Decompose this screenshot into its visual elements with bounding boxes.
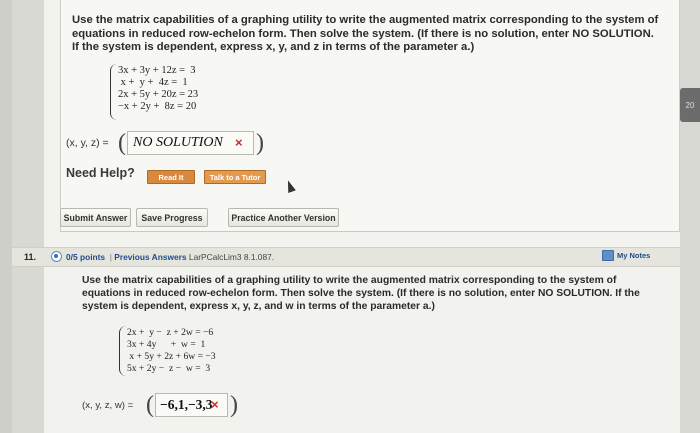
q10-equation-3: 2x + 5y + 20z = 23 — [118, 89, 199, 100]
talk-to-tutor-button[interactable]: Talk to a Tutor — [204, 170, 266, 184]
q11-meta — [66, 252, 274, 262]
q11-open-paren: ( — [146, 392, 154, 418]
q11-equation-3: x + 5y + 2z + 6w = −3 — [127, 351, 216, 362]
my-notes-label: My Notes — [617, 251, 651, 260]
q10-equation-1: 3x + 3y + 12z = 3 — [118, 65, 196, 76]
radio-icon — [51, 251, 62, 262]
q11-equation-4: 5x + 2y − z − w = 3 — [127, 363, 211, 374]
x-icon: × — [235, 135, 243, 150]
q10-prompt: Use the matrix capabilities of a graphing utility to write the augmented matrix corresponding to the system of equations in reduced row-echelon form. Then solve the system. (If there is no solution, enter NO SOLUTION. If the system is dependent, express x, y, and z in terms of the parameter a.) — [72, 14, 659, 53]
q10-equation-4: −x + 2y + 8z = 20 — [118, 101, 197, 112]
q11-answer-label: (x, y, z, w) = — [82, 400, 134, 411]
side-tab[interactable]: 20 — [680, 88, 700, 122]
read-it-button[interactable]: Read It — [147, 170, 195, 184]
need-help-label: Need Help? — [66, 166, 135, 180]
q10-open-paren: ( — [118, 130, 126, 156]
q11-answer-value: −6,1,−3,3 — [160, 397, 213, 412]
q11-code: LarPCalcLim3 8.1.087. — [188, 252, 275, 262]
q11-points: 0/5 points — [66, 252, 106, 262]
q11-separator: | — [109, 252, 112, 262]
x-icon: × — [211, 397, 219, 412]
save-progress-button[interactable]: Save Progress — [136, 208, 208, 227]
q10-answer-value: NO SOLUTION — [133, 135, 223, 150]
q11-close-paren: ) — [230, 392, 238, 418]
notes-icon — [602, 250, 614, 261]
my-notes-button[interactable] — [602, 249, 674, 262]
q11-equation-2: 3x + 4y + w = 1 — [127, 339, 206, 350]
previous-answers-link[interactable]: Previous Answers — [114, 252, 187, 262]
left-strip — [0, 0, 12, 433]
q11-equation-1: 2x + y − z + 2w = −6 — [127, 327, 214, 338]
q10-close-paren: ) — [256, 130, 264, 156]
submit-answer-button[interactable]: Submit Answer — [60, 208, 131, 227]
practice-another-version-button[interactable]: Practice Another Version — [228, 208, 339, 227]
q10-answer-label: (x, y, z) = — [66, 137, 109, 149]
q11-prompt: Use the matrix capabilities of a graphing utility to write the augmented matrix corresponding to the system of equations in reduced row-echelon form. Then solve the system. (If there is no solution, enter NO SOLUTION. If the system is dependent, express x, y, z, and w in terms of the parameter a.) — [82, 275, 640, 312]
q11-number: 11. — [24, 252, 37, 262]
q10-equation-2: x + y + 4z = 1 — [118, 77, 188, 88]
